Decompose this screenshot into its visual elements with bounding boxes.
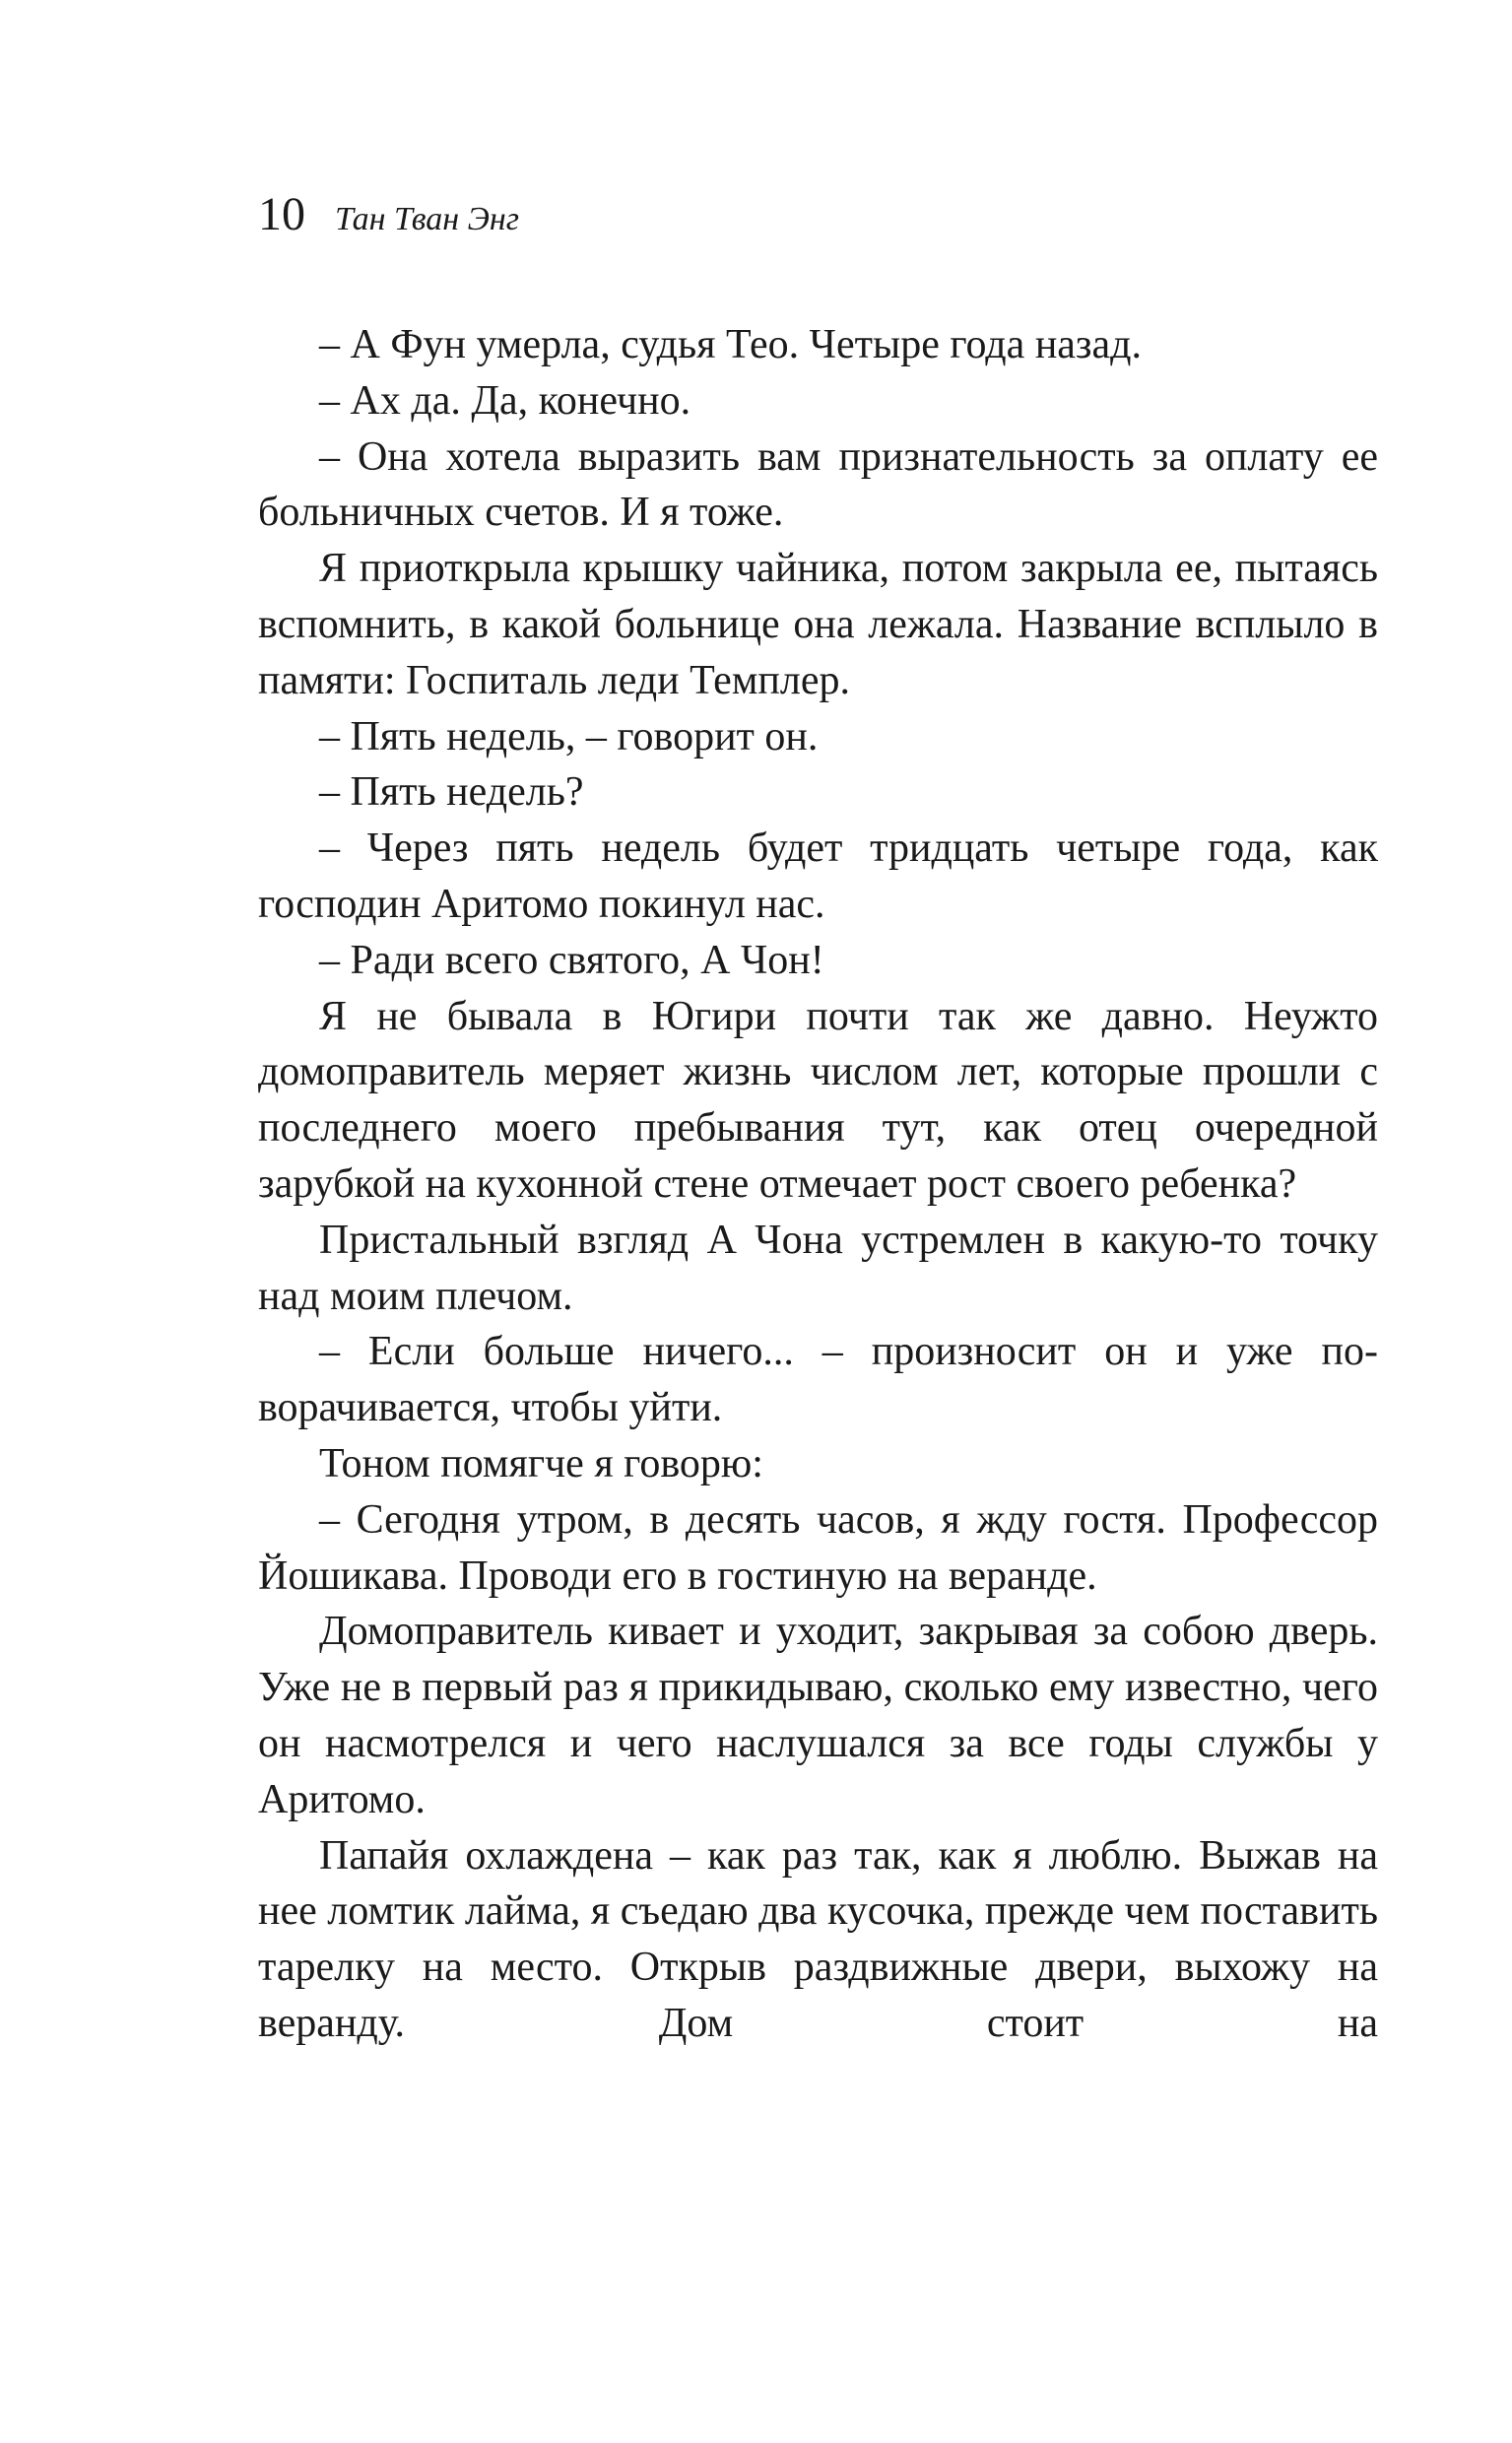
paragraph: – Ради всего святого, А Чон! xyxy=(319,937,824,983)
body-text xyxy=(258,317,1378,2052)
paragraph: – А Фун умерла, судья Тео. Четыре года назад. xyxy=(319,322,1143,367)
running-head xyxy=(258,187,519,246)
paragraph: Я приоткрыла крышку чайника, потом закрыла ее, пытаясь вспомнить, в какой больнице она лежала. Название всплыло в памяти: Госпиталь леди Темплер. xyxy=(258,546,1378,703)
paragraph: – Она хотела выразить вам признательность за оплату ее больничных счетов. И я тоже. xyxy=(258,433,1378,536)
book-header: Тан Тван Энг xyxy=(335,201,520,237)
paragraph: – Через пять недель будет тридцать четыре года, как господин Аритомо покинул нас. xyxy=(258,825,1378,927)
paragraph: – Ах да. Да, конечно. xyxy=(319,377,691,424)
paragraph: – Пять недель? xyxy=(319,769,584,816)
page-number: 10 xyxy=(258,188,305,240)
paragraph: Я не бывала в Югири почти так же давно. Неужто домоправитель меряет жизнь числом лет, которые прошли с последнего моего пребывания тут, как отец очередной зарубкой на кухонной стене отмечает рост своего ребенка? xyxy=(258,993,1378,1207)
paragraph: – Сегодня утром, в десять часов, я жду гостя. Профессор Йошикава. Проводи его в гостиную на веранде. xyxy=(258,1496,1378,1599)
paragraph: Тоном помягче я говорю: xyxy=(319,1440,763,1486)
paragraph: – Пять недель, – говорит он. xyxy=(319,713,819,759)
paragraph: Папайя охлаждена – как раз так, как я люблю. Выжав на нее ломтик лайма, я съедаю два кусочка, прежде чем поставить тарелку на место. Открыв раздвижные двери, выхожу на веранду. Дом стоит на xyxy=(258,1832,1378,2046)
paragraph: Домоправитель кивает и уходит, закрывая за собою дверь. Уже не в первый раз я прикидываю, сколько ему известно, чего он насмотрелся и чего наслушался за все годы службы у Аритомо. xyxy=(258,1609,1378,1822)
paragraph: Пристальный взгляд А Чона устремлен в какую-то точку над моим плечом. xyxy=(258,1217,1378,1319)
paragraph: – Если больше ничего... – произносит он и уже поворачивается, чтобы уйти. xyxy=(258,1329,1378,1431)
